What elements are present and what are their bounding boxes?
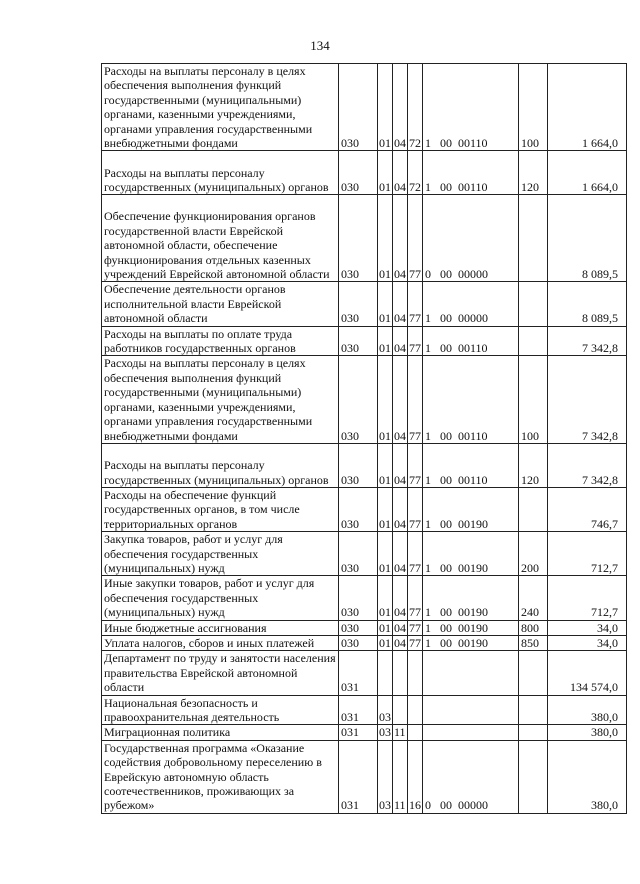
row-program-code: 72 (408, 151, 423, 195)
row-expense-type (519, 740, 548, 813)
row-section-code: 01 (378, 487, 393, 531)
row-amount: 34,0 (548, 635, 627, 650)
row-subsection-code: 04 (393, 487, 408, 531)
row-expense-type (519, 695, 548, 725)
row-target-code: 1 00 00190 (423, 487, 519, 531)
row-program-code: 77 (408, 195, 423, 282)
row-section-code: 01 (379, 620, 391, 635)
row-name: Расходы на выплаты персоналу государственных (муниципальных) органов (102, 443, 339, 487)
row-target-code: 1 00 00110 (423, 326, 519, 356)
row-section-code (378, 651, 393, 695)
row-target-code: 1 00 00110 (423, 443, 519, 487)
row-expense-type: 100 (519, 356, 548, 443)
row-name: Обеспечение функционирования органов государственной власти Еврейской автономной области, обеспечение функционирования отдельных казенных учреждений Еврейской автономной области (102, 195, 339, 282)
row-section-code: 01 (378, 151, 393, 195)
row-target-code: 1 00 00110 (423, 64, 519, 151)
row-subsection-code: 04 (393, 576, 408, 620)
row-admin-code: 030 (339, 620, 378, 635)
table-row (102, 326, 627, 356)
table-row (102, 443, 627, 487)
table-row (102, 64, 627, 151)
row-expense-type (519, 487, 548, 531)
row-amount: 712,7 (548, 576, 627, 620)
row-program-code (408, 695, 423, 725)
row-expense-type: 120 (519, 443, 548, 487)
table-row (102, 151, 627, 195)
row-expense-type (519, 326, 548, 356)
row-target-code (423, 725, 519, 740)
row-expense-type (519, 651, 548, 695)
row-program-code: 77 (409, 620, 421, 635)
table-row (102, 695, 627, 725)
table-row (102, 725, 627, 740)
row-target-code: 1 00 00190 (423, 620, 519, 635)
row-section-code: 01 (378, 195, 393, 282)
row-amount: 134 574,0 (548, 651, 627, 695)
row-admin-code: 030 (339, 356, 378, 443)
row-target-code: 0 00 00000 (423, 740, 519, 813)
row-amount: 7 342,8 (548, 443, 627, 487)
row-program-code: 16 (408, 740, 423, 813)
row-target-code: 0 00 00000 (423, 195, 519, 282)
row-amount: 34,0 (548, 620, 627, 635)
row-target-code: 1 00 00110 (423, 356, 519, 443)
row-name: Департамент по труду и занятости населения правительства Еврейской автономной области (102, 651, 339, 695)
row-program-code: 77 (408, 487, 423, 531)
row-amount: 380,0 (548, 740, 627, 813)
row-name: Миграционная политика (102, 725, 339, 740)
row-subsection-code: 04 (393, 443, 408, 487)
budget-table (101, 63, 627, 814)
row-program-code: 77 (408, 443, 423, 487)
row-amount: 380,0 (548, 695, 627, 725)
row-name: Иные бюджетные ассигнования (102, 620, 339, 635)
row-expense-type: 100 (519, 64, 548, 151)
row-subsection-code: 04 (394, 620, 406, 635)
row-admin-code: 031 (339, 725, 378, 740)
row-admin-code: 030 (339, 326, 378, 356)
row-amount: 8 089,5 (548, 282, 627, 326)
row-subsection-code: 04 (393, 195, 408, 282)
row-subsection-code (393, 651, 408, 695)
table-row (102, 740, 627, 813)
row-program-code (408, 651, 423, 695)
row-subsection-code: 04 (394, 635, 406, 650)
row-amount: 1 664,0 (548, 64, 627, 151)
row-name: Расходы на выплаты персоналу в целях обеспечения выполнения функций государственными (муниципальными) органами, казенными учреждениями, органами управления государственными внебюджетными фондами (102, 64, 339, 151)
row-admin-code: 031 (339, 740, 378, 813)
row-admin-code: 030 (339, 635, 378, 650)
row-subsection-code: 11 (393, 740, 408, 813)
row-amount: 7 342,8 (548, 326, 627, 356)
row-expense-type (519, 725, 548, 740)
row-target-code: 1 00 00190 (423, 532, 519, 576)
row-name: Обеспечение деятельности органов исполнительной власти Еврейской автономной области (102, 282, 339, 326)
row-target-code (423, 695, 519, 725)
row-program-code: 77 (408, 356, 423, 443)
row-subsection-code: 04 (393, 532, 408, 576)
row-target-code (423, 651, 519, 695)
row-section-code: 03 (378, 695, 393, 725)
row-subsection-code: 04 (393, 282, 408, 326)
row-program-code: 72 (408, 64, 423, 151)
row-admin-code: 031 (339, 695, 378, 725)
row-section-code: 01 (378, 443, 393, 487)
row-target-code: 1 00 00000 (423, 282, 519, 326)
row-expense-type: 800 (519, 620, 548, 635)
row-name: Уплата налогов, сборов и иных платежей (102, 635, 339, 650)
row-section-code: 01 (379, 635, 391, 650)
row-subsection-code: 04 (393, 151, 408, 195)
row-section-code: 03 (378, 740, 393, 813)
row-expense-type (519, 282, 548, 326)
row-program-code: 77 (408, 532, 423, 576)
row-subsection-code: 04 (393, 356, 408, 443)
row-admin-code: 030 (339, 195, 378, 282)
row-target-code: 1 00 00190 (423, 635, 519, 650)
table-row (102, 620, 627, 635)
row-name: Закупка товаров, работ и услуг для обеспечения государственных (муниципальных) нужд (102, 532, 339, 576)
row-subsection-code: 04 (393, 326, 408, 356)
row-section-code: 01 (378, 64, 393, 151)
row-name: Расходы на обеспечение функций государственных органов, в том числе территориальных органов (102, 487, 339, 531)
row-admin-code: 030 (339, 532, 378, 576)
row-subsection-code: 04 (393, 64, 408, 151)
row-admin-code: 030 (339, 443, 378, 487)
row-name: Иные закупки товаров, работ и услуг для обеспечения государственных (муниципальных) нужд (102, 576, 339, 620)
row-admin-code: 030 (339, 282, 378, 326)
row-admin-code: 030 (339, 64, 378, 151)
row-subsection-code (393, 695, 408, 725)
row-section-code: 01 (378, 576, 393, 620)
row-name: Государственная программа «Оказание содействия добровольному переселению в Еврейскую автономную область соотечественников, проживающих за рубежом» (102, 740, 339, 813)
row-section-code: 03 (379, 725, 391, 740)
table-row (102, 282, 627, 326)
table-row (102, 576, 627, 620)
row-target-code: 1 00 00110 (423, 151, 519, 195)
row-expense-type: 120 (519, 151, 548, 195)
row-subsection-code: 11 (394, 725, 406, 740)
table-row (102, 635, 627, 650)
row-admin-code: 030 (339, 576, 378, 620)
row-program-code: 77 (408, 282, 423, 326)
page-number: 134 (310, 38, 330, 53)
table-row (102, 532, 627, 576)
table-row (102, 356, 627, 443)
row-name: Расходы на выплаты персоналу в целях обеспечения выполнения функций государственными (муниципальными) органами, казенными учреждениями, органами управления государственными внебюджетными фондами (102, 356, 339, 443)
row-expense-type: 240 (519, 576, 548, 620)
table-row (102, 651, 627, 695)
row-expense-type: 850 (519, 635, 548, 650)
row-program-code: 77 (409, 635, 421, 650)
row-section-code: 01 (378, 356, 393, 443)
row-program-code: 77 (408, 576, 423, 620)
row-program-code: 77 (408, 326, 423, 356)
table-row (102, 195, 627, 282)
row-name: Расходы на выплаты персоналу государственных (муниципальных) органов (102, 151, 339, 195)
row-name: Национальная безопасность и правоохранительная деятельность (102, 695, 339, 725)
row-target-code: 1 00 00190 (423, 576, 519, 620)
row-admin-code: 031 (339, 651, 378, 695)
row-name: Расходы на выплаты по оплате труда работников государственных органов (102, 326, 339, 356)
row-amount: 746,7 (548, 487, 627, 531)
row-section-code: 01 (378, 532, 393, 576)
row-admin-code: 030 (339, 151, 378, 195)
row-admin-code: 030 (339, 487, 378, 531)
row-section-code: 01 (378, 282, 393, 326)
row-amount: 1 664,0 (548, 151, 627, 195)
row-expense-type (519, 195, 548, 282)
row-amount: 8 089,5 (548, 195, 627, 282)
row-program-code (408, 725, 423, 740)
row-amount: 380,0 (548, 725, 627, 740)
table-row (102, 487, 627, 531)
row-amount: 712,7 (548, 532, 627, 576)
row-amount: 7 342,8 (548, 356, 627, 443)
row-section-code: 01 (378, 326, 393, 356)
row-expense-type: 200 (519, 532, 548, 576)
